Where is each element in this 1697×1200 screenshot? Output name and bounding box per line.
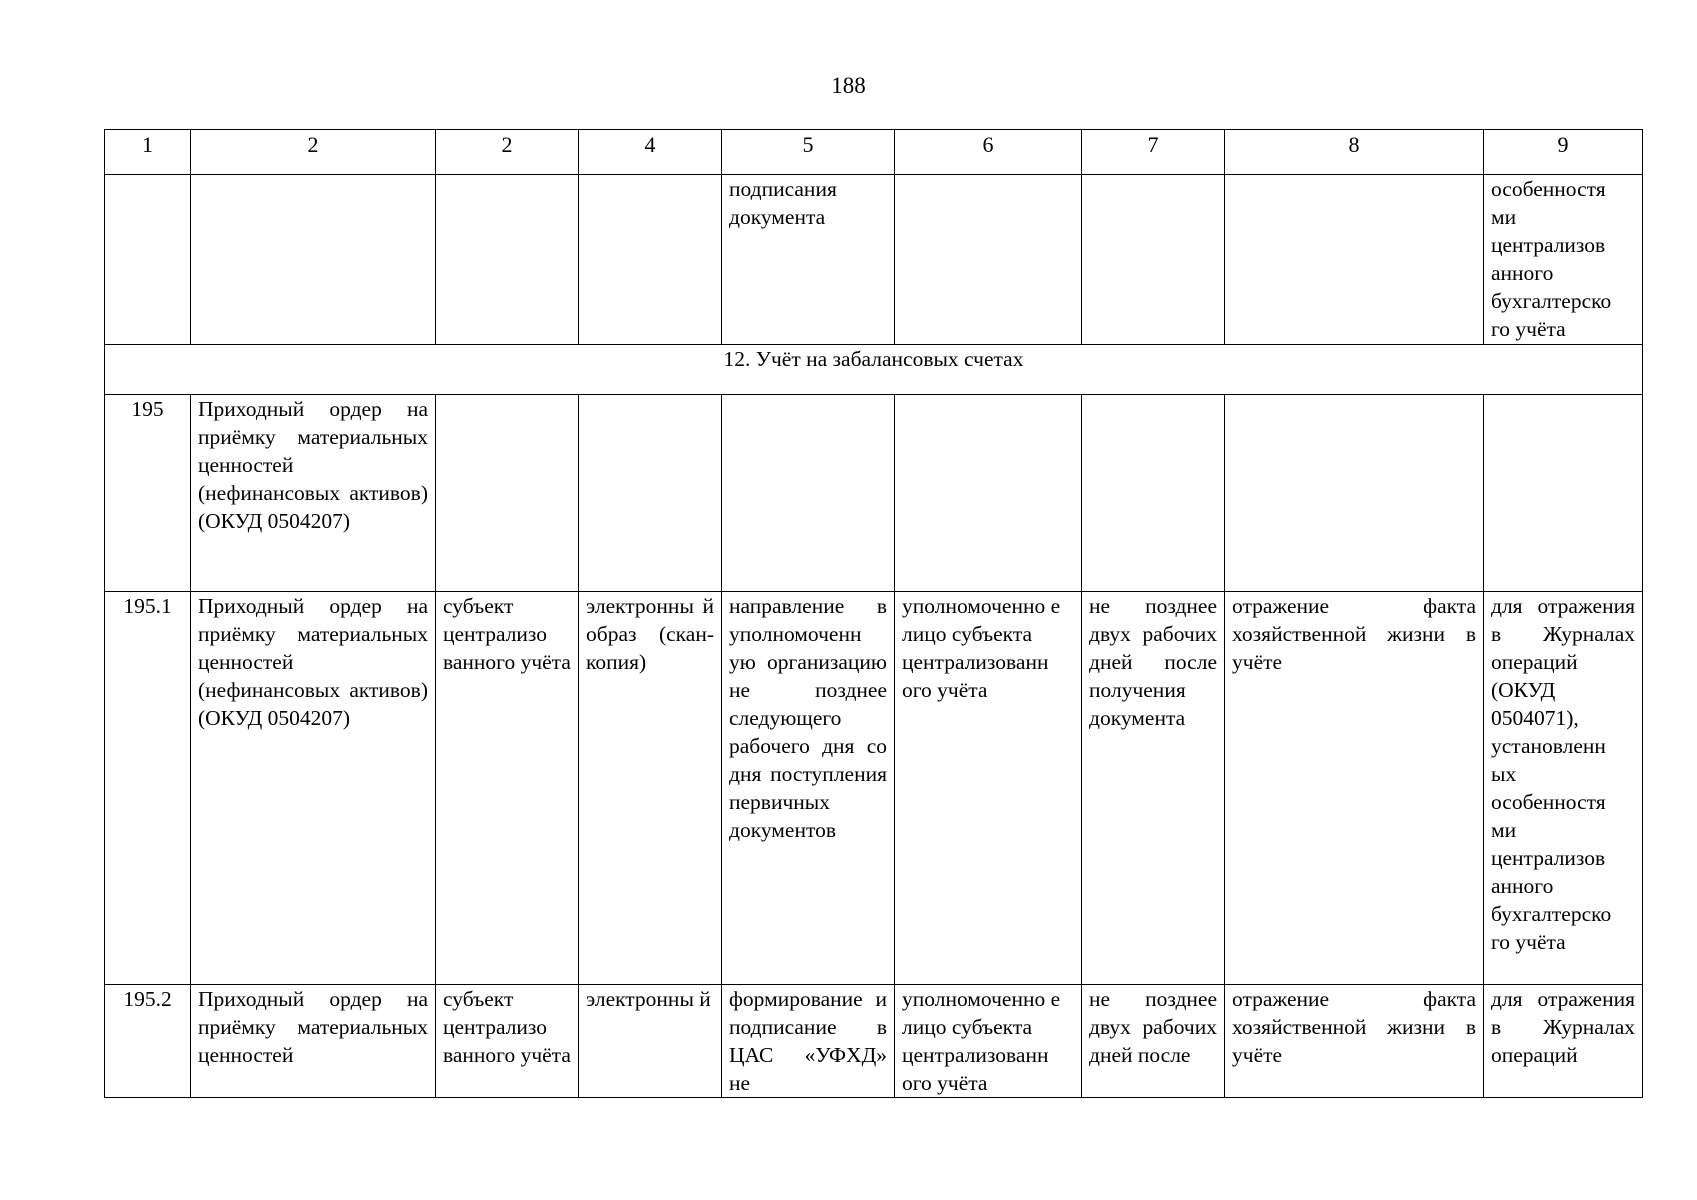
row-number: 195 — [105, 395, 191, 592]
column-header: 9 — [1484, 130, 1643, 175]
table-cell — [895, 175, 1082, 345]
column-header: 8 — [1225, 130, 1484, 175]
table-cell: не позднее двух рабочих дней после получения документа — [1082, 592, 1225, 985]
column-header: 5 — [722, 130, 895, 175]
document-table — [104, 129, 1643, 1098]
table-row — [105, 592, 1643, 985]
document-name: Приходный ордер на приёмку материальных ценностей — [191, 985, 436, 1098]
page-number: 188 — [831, 73, 866, 98]
table-cell: для отражения в Журналах операций (ОКУД 0504071), установленн ых особенностя ми централизов анного бухгалтерско го учёта — [1484, 592, 1643, 985]
table-cell: для отражения в Журналах операций — [1484, 985, 1643, 1098]
table-cell: уполномоченно е лицо субъекта централизованн ого учёта — [895, 592, 1082, 985]
column-header: 6 — [895, 130, 1082, 175]
section-title: 12. Учёт на забалансовых счетах — [105, 345, 1643, 395]
table-cell — [895, 395, 1082, 592]
table-cell — [1225, 175, 1484, 345]
table-cell — [105, 175, 191, 345]
table-cell: направление в уполномоченн ую организацию не позднее следующего рабочего дня со дня поступления первичных документов — [722, 592, 895, 985]
table-cell — [436, 395, 579, 592]
column-header: 2 — [436, 130, 579, 175]
row-number: 195.2 — [105, 985, 191, 1098]
table-cell — [436, 175, 579, 345]
column-header: 4 — [579, 130, 722, 175]
table-cell — [722, 395, 895, 592]
table-cell: субъект централизо ванного учёта — [436, 985, 579, 1098]
column-header: 1 — [105, 130, 191, 175]
table-cell — [1082, 395, 1225, 592]
table-cell: формирование и подписание в ЦАС «УФХД» не — [722, 985, 895, 1098]
table-row — [105, 985, 1643, 1098]
table-cell: субъект централизо ванного учёта — [436, 592, 579, 985]
table-cell — [579, 395, 722, 592]
table-cell — [1082, 175, 1225, 345]
table-cell: не позднее двух рабочих дней после — [1082, 985, 1225, 1098]
row-number: 195.1 — [105, 592, 191, 985]
table-cell — [1225, 395, 1484, 592]
document-name: Приходный ордер на приёмку материальных ценностей (нефинансовых активов) (ОКУД 0504207) — [191, 395, 436, 592]
table-cell — [1484, 395, 1643, 592]
section-row — [105, 345, 1643, 395]
table-cell: электронны й образ (скан-копия) — [579, 592, 722, 985]
column-header: 7 — [1082, 130, 1225, 175]
table-cell — [579, 175, 722, 345]
table-cell: электронны й — [579, 985, 722, 1098]
table-cell: подписания документа — [722, 175, 895, 345]
document-name: Приходный ордер на приёмку материальных ценностей (нефинансовых активов) (ОКУД 0504207) — [191, 592, 436, 985]
table-cell: отражение факта хозяйственной жизни в учёте — [1225, 985, 1484, 1098]
table-cell: уполномоченно е лицо субъекта централизованн ого учёта — [895, 985, 1082, 1098]
table-cell — [191, 175, 436, 345]
column-number-row — [105, 130, 1643, 175]
table-cell: особенностя ми централизов анного бухгалтерско го учёта — [1484, 175, 1643, 345]
continuation-row — [105, 175, 1643, 345]
table-cell: отражение факта хозяйственной жизни в учёте — [1225, 592, 1484, 985]
table-row — [105, 395, 1643, 592]
column-header: 2 — [191, 130, 436, 175]
